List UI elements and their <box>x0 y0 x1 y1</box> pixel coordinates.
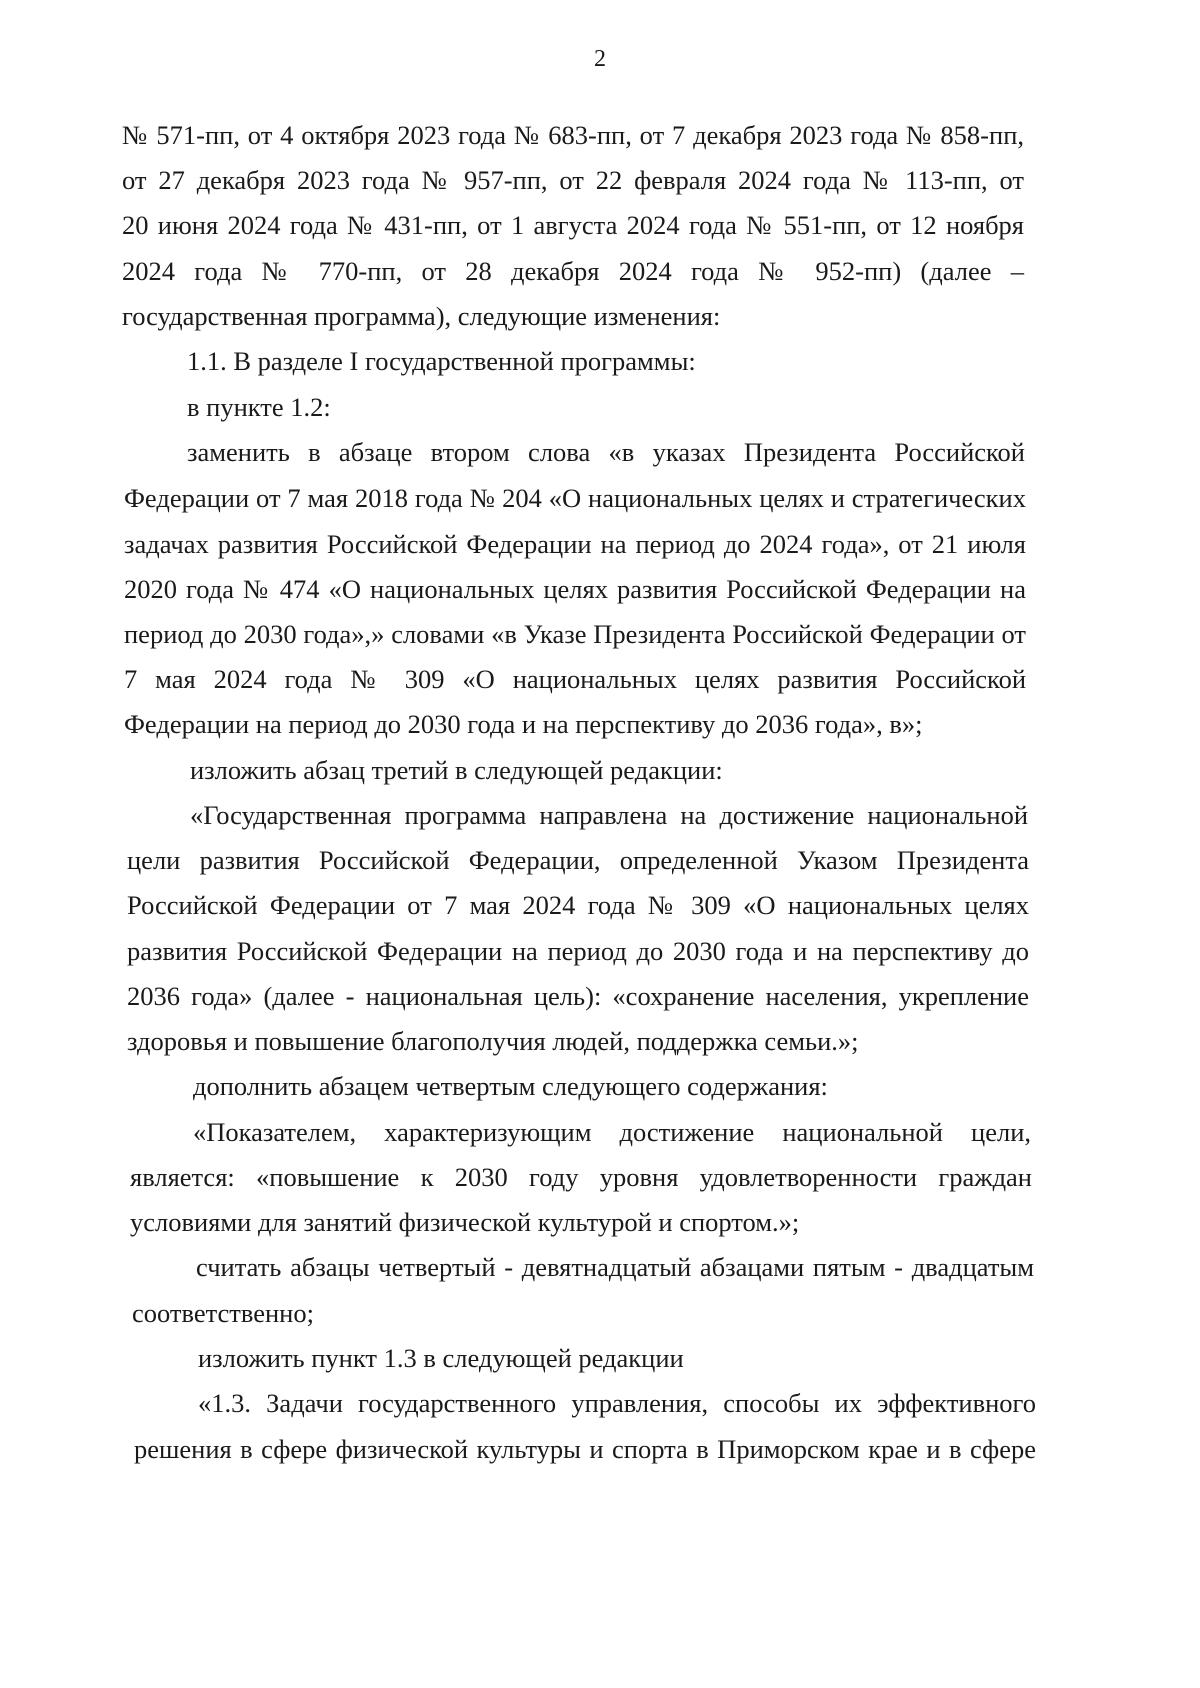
text-line: считать абзацы четвертый - девятнадцатый абзацами пятым - двадцатым <box>196 1252 1034 1282</box>
text-line: здоровья и повышение благополучия людей, поддержка семьи.»; <box>127 1026 859 1056</box>
page-number: 2 <box>594 46 606 72</box>
text-line: является: «повышение к 2030 году уровня удовлетворенности граждан <box>130 1162 1032 1192</box>
text-line: 20 июня 2024 года № 431-пп, от 1 августа 2024 года № 551-пп, от 12 ноября <box>122 210 1024 240</box>
text-line: заменить в абзаце втором слова «в указах Президента Российской <box>187 437 1025 467</box>
text-line: от 27 декабря 2023 года № 957-пп, от 22 февраля 2024 года № 113-пп, от <box>122 165 1024 195</box>
text-line: изложить абзац третий в следующей редакции: <box>190 755 723 785</box>
text-line: «Показателем, характеризующим достижение национальной цели, <box>193 1117 1031 1147</box>
text-line: решения в сфере физической культуры и спорта в Приморском крае и в сфере <box>134 1434 1036 1464</box>
text-line: «Государственная программа направлена на достижение национальной <box>190 800 1028 830</box>
text-line: 7 мая 2024 года № 309 «О национальных целях развития Российской <box>124 664 1026 694</box>
text-line: 2036 года» (далее - национальная цель): «сохранение населения, укрепление <box>127 981 1029 1011</box>
text-line: 2020 года № 474 «О национальных целях развития Российской Федерации на <box>124 574 1026 604</box>
text-line: «1.3. Задачи государственного управления, способы их эффективного <box>198 1388 1036 1418</box>
text-line: дополнить абзацем четвертым следующего содержания: <box>193 1071 828 1101</box>
text-line: условиями для занятий физической культурой и спортом.»; <box>130 1207 800 1237</box>
text-line: цели развития Российской Федерации, определенной Указом Президента <box>127 845 1029 875</box>
text-line: задачах развития Российской Федерации на период до 2024 года», от 21 июля <box>124 529 1026 559</box>
text-line: 1.1. В разделе I государственной программы: <box>187 346 696 376</box>
text-line: развития Российской Федерации на период до 2030 года и на перспективу до <box>127 936 1029 966</box>
text-line: 2024 года № 770-пп, от 28 декабря 2024 года № 952-пп) (далее – <box>122 256 1024 286</box>
text-line: Федерации на период до 2030 года и на перспективу до 2036 года», в»; <box>124 709 923 739</box>
text-line: соответственно; <box>132 1298 314 1328</box>
text-line: в пункте 1.2: <box>187 392 331 422</box>
text-line: Федерации от 7 мая 2018 года № 204 «О национальных целях и стратегических <box>124 483 1026 513</box>
text-line: Российской Федерации от 7 мая 2024 года № 309 «О национальных целях <box>127 890 1029 920</box>
text-line: № 571-пп, от 4 октября 2023 года № 683-пп, от 7 декабря 2023 года № 858-пп, <box>122 120 1024 150</box>
text-line: период до 2030 года»,» словами «в Указе Президента Российской Федерации от <box>124 619 1026 649</box>
text-line: изложить пункт 1.3 в следующей редакции <box>198 1343 684 1373</box>
text-line: государственная программа), следующие изменения: <box>122 301 721 331</box>
